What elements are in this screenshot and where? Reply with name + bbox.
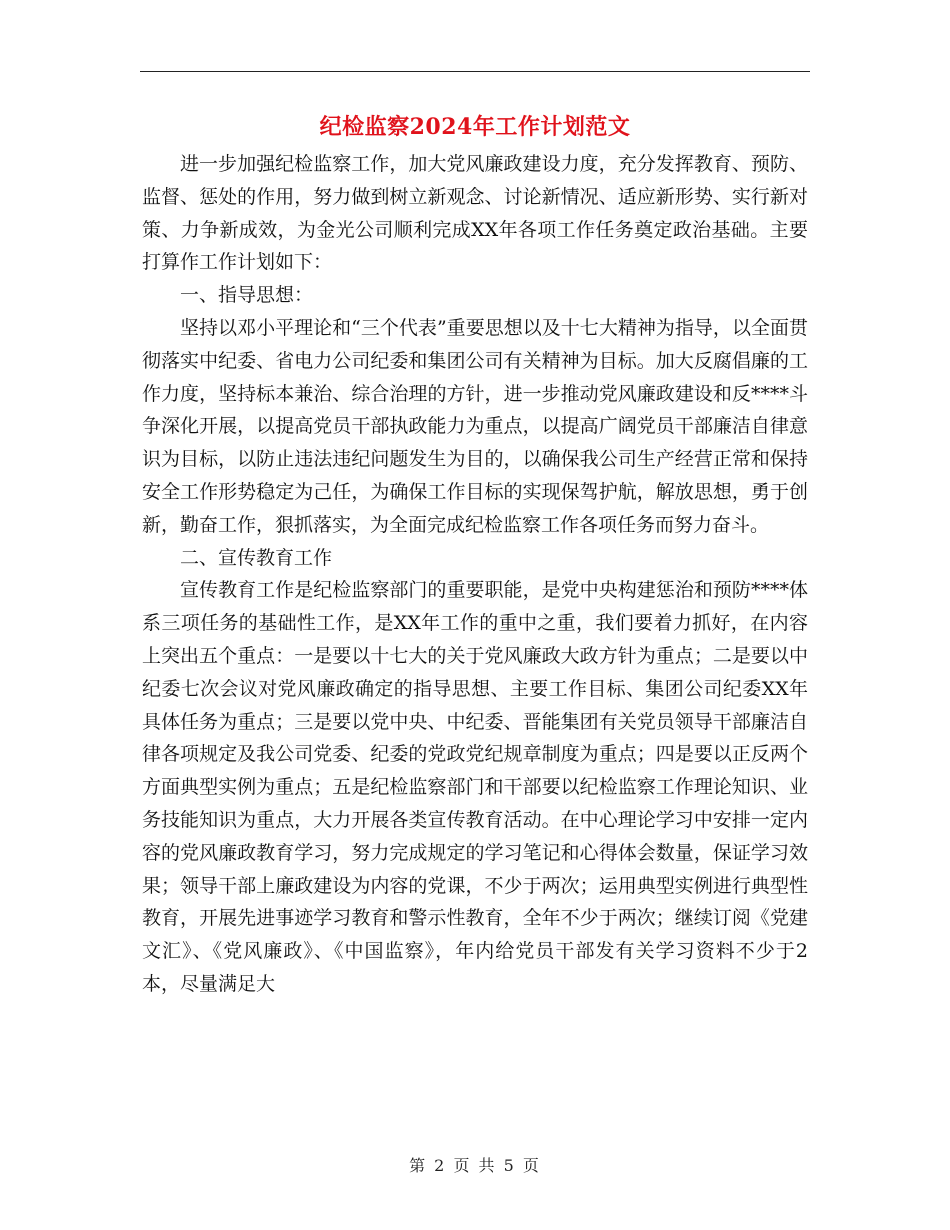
section-heading-publicity-education: 二、宣传教育工作 — [180, 546, 333, 569]
document-title: 纪检监察2024年工作计划范文 — [319, 114, 631, 140]
section-heading-guiding-ideology: 一、指导思想： — [180, 284, 314, 307]
paragraph-guiding-ideology: 坚持以邓小平理论和“三个代表”重要思想以及十七大精神为指导，以全面贯彻落实中纪委、省电力公司纪委和集团公司有关精神为目标。加大反腐倡廉的工作力度，坚持标本兼治、综合治理的方针，进一步推动党风廉政建设和反****斗争深化开展，以提高党员干部执政能力为重点，以提高广阔党员干部廉洁自律意识为目标，以防止违法违纪问题发生为目的，以确保我公司生产经营正常和保持安全工作形势稳定为己任，为确保工作目标的实现保驾护航，解放思想，勇于创新，勤奋工作，狠抓落实，为全面完成纪检监察工作各项任务而努力奋斗。 — [142, 316, 808, 536]
page-number-footer: 第 2 页 共 5 页 — [409, 1156, 541, 1175]
paragraph-publicity-education: 宣传教育工作是纪检监察部门的重要职能，是党中央构建惩治和预防****体系三项任务的基础性工作，是XX年工作的重中之重，我们要着力抓好，在内容上突出五个重点：一是要以十七大的关于党风廉政大政方针为重点；二是要以中纪委七次会议对党风廉政确定的指导思想、主要工作目标、集团公司纪委XX年具体任务为重点；三是要以党中央、中纪委、晋能集团有关党员领导干部廉洁自律各项规定及我公司党委、纪委的党政党纪规章制度为重点；四是要以正反两个方面典型实例为重点；五是纪检监察部门和干部要以纪检监察工作理论知识、业务技能知识为重点，大力开展各类宣传教育活动。在中心理论学习中安排一定内容的党风廉政教育学习，努力完成规定的学习笔记和心得体会数量，保证学习效果；领导干部上廉政建设为内容的党课，不少于两次；运用典型实例进行典型性教育，开展先进事迹学习教育和警示性教育，全年不少于两次；继续订阅《党建文汇》、《党风廉政》、《中国监察》，年内给党员干部发有关学习资料不少于2本，尽量满足大 — [142, 579, 808, 995]
paragraph-intro: 进一步加强纪检监察工作，加大党风廉政建设力度，充分发挥教育、预防、监督、惩处的作用，努力做到树立新观念、讨论新情况、适应新形势、实行新对策、力争新成效，为金光公司顺利完成XX年各项工作任务奠定政治基础。主要打算作工作计划如下： — [142, 153, 808, 274]
header-rule — [140, 71, 810, 72]
document-body — [142, 148, 808, 1001]
